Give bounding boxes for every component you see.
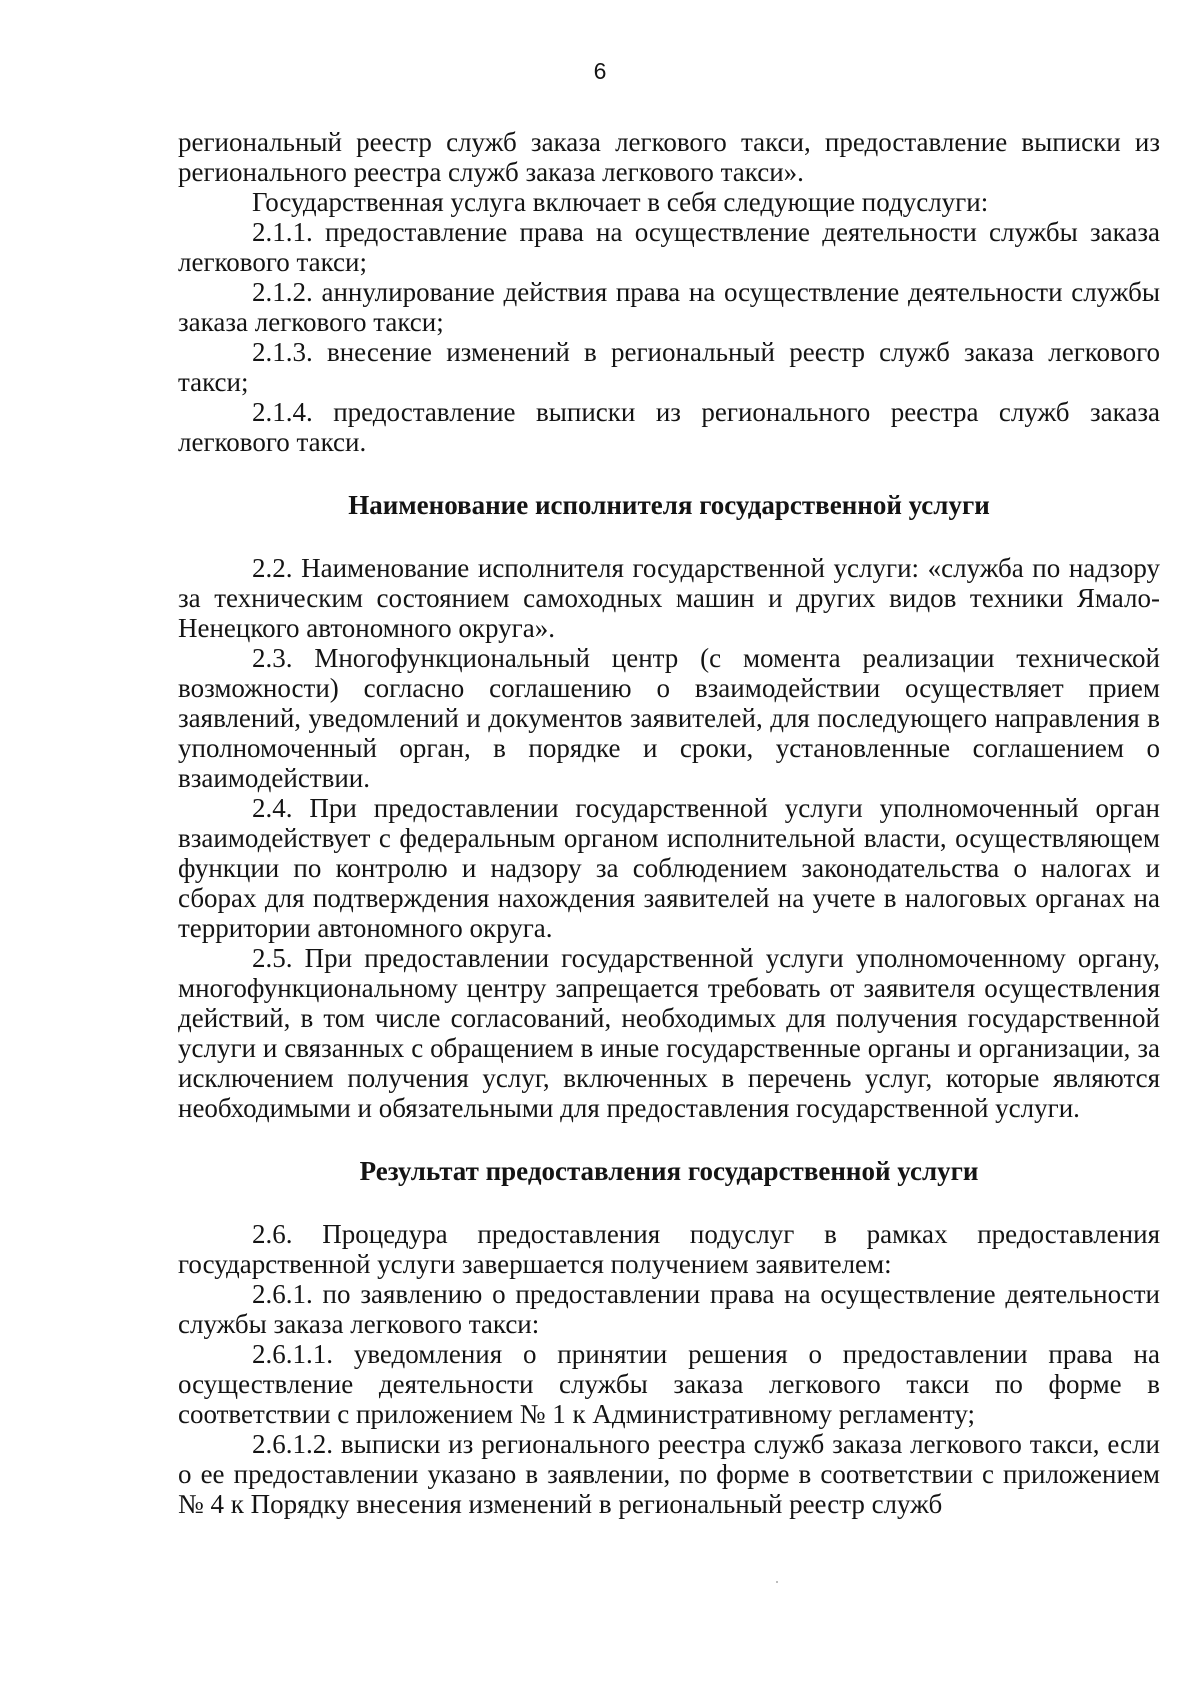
paragraph-2-1-2: 2.1.2. аннулирование действия права на осуществление деятельности службы заказа легкового такси;	[178, 277, 1160, 337]
paragraph-continuation: региональный реестр служб заказа легкового такси, предоставление выписки из регионального реестра служб заказа легкового такси».	[178, 127, 1160, 187]
paragraph-subservices-intro: Государственная услуга включает в себя следующие подуслуги:	[252, 187, 989, 217]
paragraph-2-1-1: 2.1.1. предоставление права на осуществление деятельности службы заказа легкового такси;	[178, 217, 1160, 277]
paragraph-2-5: 2.5. При предоставлении государственной услуги уполномоченному органу, многофункциональному центру запрещается требовать от заявителя осуществления действий, в том числе согласований, необходимых для получения государственной услуги и связанных с обращением в иные государственные органы и организации, за исключением получения услуг, включенных в перечень услуг, которые являются необходимыми и обязательными для предоставления государственной услуги.	[178, 943, 1160, 1123]
section-heading-executor: Наименование исполнителя государственной услуги	[348, 490, 990, 520]
document-body	[178, 127, 1160, 1519]
scan-speck	[776, 1581, 778, 1583]
paragraph-2-1-3: 2.1.3. внесение изменений в региональный реестр служб заказа легкового такси;	[178, 337, 1160, 397]
paragraph-2-4: 2.4. При предоставлении государственной услуги уполномоченный орган взаимодействует с федеральным органом исполнительной власти, осуществляющем функции по контролю и надзору за соблюдением законодательства о налогах и сборах для подтверждения нахождения заявителей на учете в налоговых органах на территории автономного округа.	[178, 793, 1160, 943]
paragraph-2-6: 2.6. Процедура предоставления подуслуг в рамках предоставления государственной услуги завершается получением заявителем:	[178, 1219, 1160, 1279]
paragraph-2-1-4: 2.1.4. предоставление выписки из регионального реестра служб заказа легкового такси.	[178, 397, 1160, 457]
paragraph-2-6-1: 2.6.1. по заявлению о предоставлении права на осуществление деятельности службы заказа легкового такси:	[178, 1279, 1160, 1339]
paragraph-2-3: 2.3. Многофункциональный центр (с момента реализации технической возможности) согласно соглашению о взаимодействии осуществляет прием заявлений, уведомлений и документов заявителей, для последующего направления в уполномоченный орган, в порядке и сроки, установленные соглашением о взаимодействии.	[178, 643, 1160, 793]
page-number: 6	[593, 58, 607, 84]
paragraph-2-6-1-2: 2.6.1.2. выписки из регионального реестра служб заказа легкового такси, если о ее предоставлении указано в заявлении, по форме в соответствии с приложением № 4 к Порядку внесения изменений в региональный реестр служб	[178, 1429, 1160, 1519]
paragraph-2-6-1-1: 2.6.1.1. уведомления о принятии решения о предоставлении права на осуществление деятельности службы заказа легкового такси по форме в соответствии с приложением № 1 к Административному регламенту;	[178, 1339, 1160, 1429]
section-heading-result: Результат предоставления государственной услуги	[359, 1156, 979, 1186]
paragraph-2-2: 2.2. Наименование исполнителя государственной услуги: «служба по надзору за техническим состоянием самоходных машин и других видов техники Ямало-Ненецкого автономного округа».	[178, 553, 1160, 643]
